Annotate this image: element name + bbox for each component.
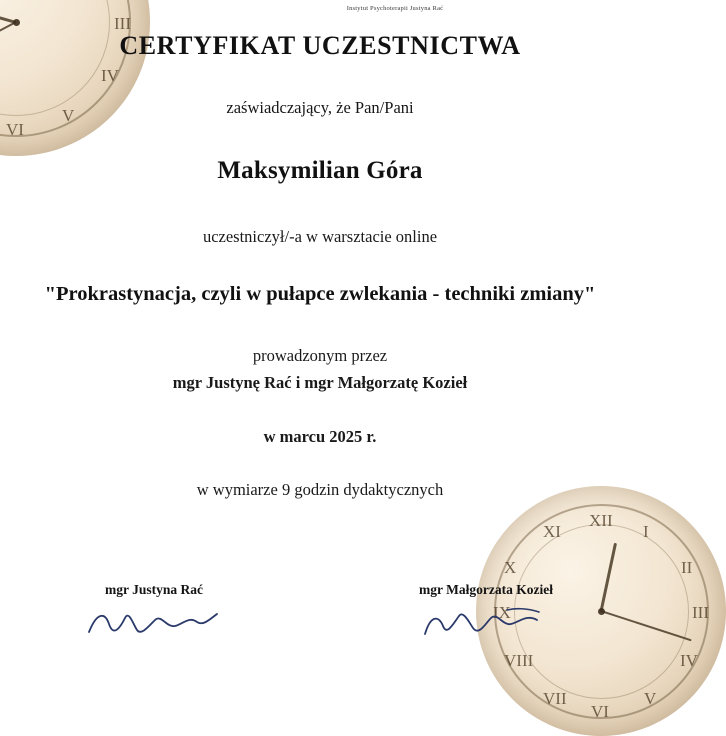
clock-numeral: III <box>114 14 131 33</box>
clock-numeral: XII <box>589 511 613 530</box>
clock-numeral: IV <box>680 651 698 670</box>
signatory-name-right: mgr Małgorzata Kozieł <box>419 582 553 597</box>
certificate-subtitle: zaświadczający, że Pan/Pani <box>226 98 414 118</box>
clock-numeral: V <box>644 689 657 708</box>
clock-numeral: X <box>504 558 517 577</box>
participation-line: uczestniczył/-a w warsztacie online <box>202 227 438 247</box>
workshop-title: "Prokrastynacja, czyli w pułapce zwlekania - techniki zmiany" <box>44 283 596 306</box>
signature-row <box>34 582 606 640</box>
clock-numeral: VI <box>591 702 609 721</box>
signatory-name-left: mgr Justyna Rać <box>104 582 203 597</box>
clock-numeral: VIII <box>504 651 534 670</box>
hours-line: w wymiarze 9 godzin dydaktycznych <box>196 479 444 499</box>
clock-numeral: V <box>62 106 75 125</box>
clock-numeral: I <box>643 522 649 541</box>
organization-logo-text: Instytut Psychoterapii Justyna Rać <box>346 5 444 12</box>
led-by-names: mgr Justynę Rać i mgr Małgorzatę Kozieł <box>172 372 468 392</box>
handwritten-signature-right-icon <box>366 606 606 640</box>
certificate-title: CERTYFIKAT UCZESTNICTWA <box>119 31 521 61</box>
signature-block-left <box>34 582 274 640</box>
clock-numeral: XI <box>543 522 561 541</box>
clock-numeral: VI <box>6 120 24 139</box>
date-line: w marcu 2025 r. <box>263 426 377 446</box>
clock-numeral: III <box>692 603 709 622</box>
clock-numeral: IV <box>101 66 119 85</box>
clock-numeral: VII <box>543 689 567 708</box>
clock-numeral: IX <box>493 603 511 622</box>
handwritten-signature-left-icon <box>34 606 274 640</box>
clock-numeral: II <box>681 558 693 577</box>
recipient-name: Maksymilian Góra <box>217 157 423 185</box>
signature-block-right <box>366 582 606 640</box>
led-by-label: prowadzonym przez <box>252 345 388 365</box>
